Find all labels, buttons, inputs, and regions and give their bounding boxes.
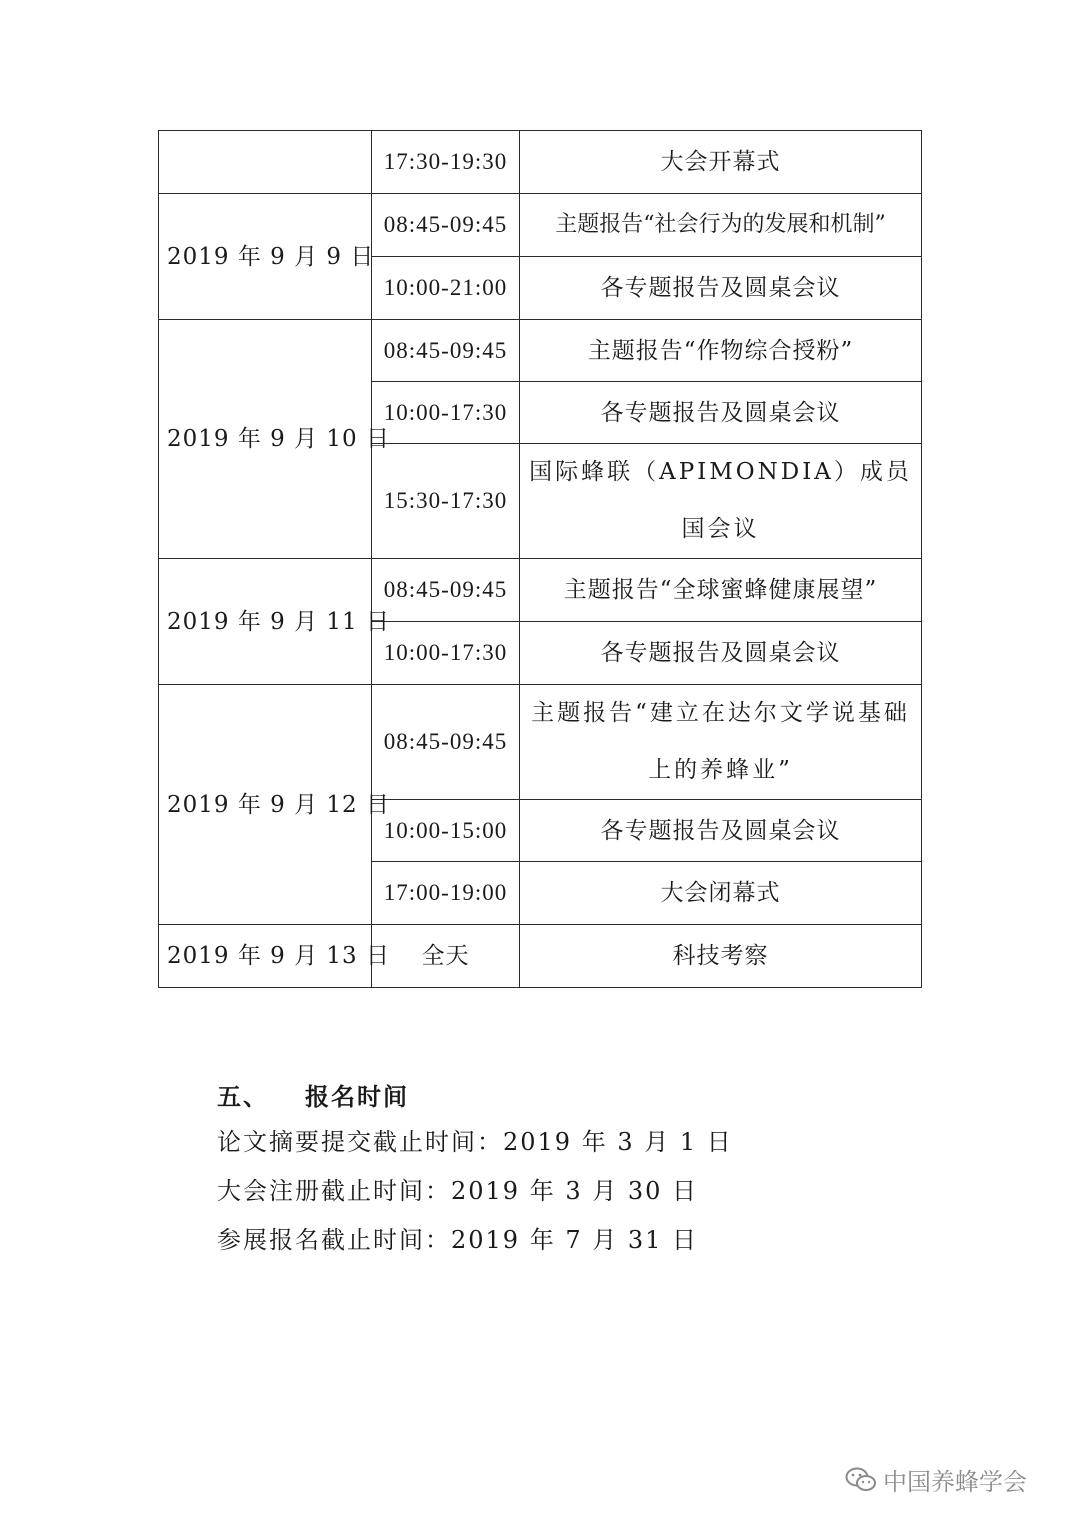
event-cell: 主题报告“全球蜜蜂健康展望” xyxy=(520,559,922,622)
deadline-value: 2019 年 7 月 31 日 xyxy=(451,1226,699,1254)
time-cell: 08:45-09:45 xyxy=(372,559,520,622)
deadline-line xyxy=(217,1118,733,1167)
deadline-line xyxy=(217,1167,733,1216)
schedule-table xyxy=(158,130,922,988)
deadline-label: 参展报名截止时间： xyxy=(217,1226,451,1254)
section-number: 五、 xyxy=(217,1082,269,1111)
deadline-value: 2019 年 3 月 1 日 xyxy=(503,1128,733,1156)
deadline-value: 2019 年 3 月 30 日 xyxy=(451,1177,699,1205)
time-cell: 10:00-15:00 xyxy=(372,800,520,862)
date-cell: 2019 年 9 月 9 日 xyxy=(159,194,372,320)
event-cell: 各专题报告及圆桌会议 xyxy=(520,800,922,862)
time-cell: 17:00-19:00 xyxy=(372,862,520,925)
event-cell: 各专题报告及圆桌会议 xyxy=(520,257,922,320)
deadline-label: 论文摘要提交截止时间： xyxy=(217,1128,503,1156)
time-cell: 08:45-09:45 xyxy=(372,320,520,382)
date-cell: 2019 年 9 月 13 日 xyxy=(159,925,372,988)
table-row xyxy=(159,320,922,382)
date-cell: 2019 年 9 月 11 日 xyxy=(159,559,372,685)
table-row xyxy=(159,194,922,257)
event-cell: 大会闭幕式 xyxy=(520,862,922,925)
date-cell xyxy=(159,131,372,194)
table-row xyxy=(159,925,922,988)
event-cell: 各专题报告及圆桌会议 xyxy=(520,622,922,685)
watermark xyxy=(845,1462,1027,1497)
time-cell: 10:00-21:00 xyxy=(372,257,520,320)
table-row xyxy=(159,685,922,800)
wechat-icon xyxy=(845,1466,877,1494)
time-cell: 08:45-09:45 xyxy=(372,194,520,257)
event-cell: 各专题报告及圆桌会议 xyxy=(520,382,922,444)
event-cell: 主题报告“作物综合授粉” xyxy=(520,320,922,382)
deadline-line xyxy=(217,1216,733,1265)
date-cell: 2019 年 9 月 12 日 xyxy=(159,685,372,925)
time-cell: 17:30-19:30 xyxy=(372,131,520,194)
watermark-text: 中国养蜂学会 xyxy=(883,1468,1027,1496)
registration-section xyxy=(217,1076,733,1265)
event-cell: 主题报告“社会行为的发展和机制” xyxy=(520,194,922,257)
time-cell: 08:45-09:45 xyxy=(372,685,520,800)
deadline-label: 大会注册截止时间： xyxy=(217,1177,451,1205)
date-cell: 2019 年 9 月 10 日 xyxy=(159,320,372,559)
event-cell: 主题报告“建立在达尔文学说基础上的养蜂业” xyxy=(520,685,922,800)
event-cell: 大会开幕式 xyxy=(520,131,922,194)
time-cell: 全天 xyxy=(372,925,520,988)
time-cell: 10:00-17:30 xyxy=(372,622,520,685)
event-cell: 科技考察 xyxy=(520,925,922,988)
table-row xyxy=(159,559,922,622)
event-cell: 国际蜂联（APIMONDIA）成员国会议 xyxy=(520,444,922,559)
time-cell: 10:00-17:30 xyxy=(372,382,520,444)
section-heading xyxy=(217,1076,733,1118)
section-title: 报名时间 xyxy=(305,1082,409,1111)
time-cell: 15:30-17:30 xyxy=(372,444,520,559)
table-row xyxy=(159,131,922,194)
